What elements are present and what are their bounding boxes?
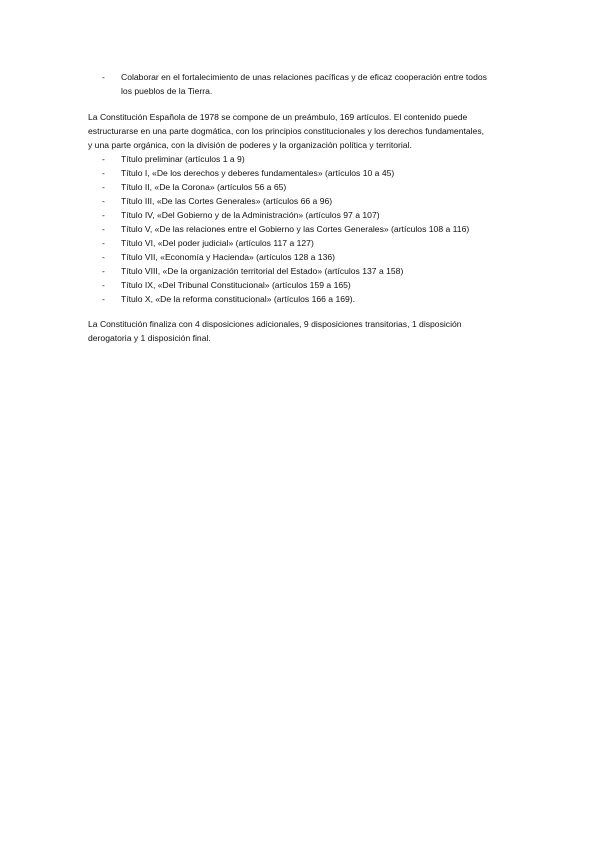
bullet-dash: - (102, 154, 105, 164)
list-item (88, 180, 528, 194)
paragraph-structure-line2: estructurarse en una parte dogmática, con los principios constitucionales y los derechos fundamentales, (88, 126, 485, 136)
bullet-dash: - (102, 238, 105, 248)
bullet-dash: - (102, 210, 105, 220)
titles-list (88, 152, 528, 306)
list-item (88, 278, 528, 292)
list-item (88, 208, 528, 222)
list-item-text: Título X, «De la reforma constitucional» (artículos 166 a 169). (121, 294, 356, 304)
list-item-text: Título VIII, «De la organización territorial del Estado» (artículos 137 a 158) (121, 266, 404, 276)
bullet-dash: - (102, 196, 105, 206)
list-item-text: Título preliminar (artículos 1 a 9) (121, 154, 245, 164)
intro-bullet-line2: los pueblos de la Tierra. (121, 86, 213, 96)
intro-bullet (88, 70, 528, 98)
list-item-text: Título VII, «Economía y Hacienda» (artículos 128 a 136) (121, 252, 336, 262)
list-item-text: Título I, «De los derechos y deberes fundamentales» (artículos 10 a 45) (121, 168, 395, 178)
bullet-dash: - (102, 182, 105, 192)
list-item-text: Título II, «De la Corona» (artículos 56 a 65) (121, 182, 287, 192)
bullet-dash: - (102, 224, 105, 234)
list-item (88, 222, 528, 236)
bullet-dash: - (102, 72, 105, 82)
paragraph-final-provisions-line1: La Constitución finaliza con 4 disposiciones adicionales, 9 disposiciones transitorias, 1 disposición (88, 319, 462, 329)
list-item (88, 166, 528, 180)
list-item (88, 264, 528, 278)
list-item-text: Título III, «De las Cortes Generales» (artículos 66 a 96) (121, 196, 333, 206)
paragraph-structure-line1: La Constitución Española de 1978 se compone de un preámbulo, 169 artículos. El contenido puede (88, 112, 468, 122)
list-item-text: Título IX, «Del Tribunal Constitucional» (artículos 159 a 165) (121, 280, 351, 290)
paragraph-structure-line3: y una parte orgánica, con la división de poderes y la organización política y territorial. (88, 140, 412, 150)
bullet-dash: - (102, 266, 105, 276)
paragraph-structure (88, 110, 528, 152)
bullet-dash: - (102, 168, 105, 178)
document-body (88, 70, 528, 345)
list-item (88, 194, 528, 208)
intro-bullet-line1: Colaborar en el fortalecimiento de unas relaciones pacíficas y de eficaz cooperación entre todos (121, 72, 487, 82)
bullet-dash: - (102, 252, 105, 262)
list-item-text: Título IV, «Del Gobierno y de la Administración» (artículos 97 a 107) (121, 210, 380, 220)
bullet-dash: - (102, 294, 105, 304)
list-item (88, 250, 528, 264)
paragraph-final-provisions (88, 317, 528, 345)
list-item-text: Título VI, «Del poder judicial» (artículos 117 a 127) (121, 238, 314, 248)
bullet-dash: - (102, 280, 105, 290)
list-item (88, 292, 528, 306)
list-item (88, 236, 528, 250)
paragraph-final-provisions-line2: derogatoria y 1 disposición final. (88, 333, 211, 343)
list-item (88, 152, 528, 166)
list-item-text: Título V, «De las relaciones entre el Gobierno y las Cortes Generales» (artículos 108 a 116) (121, 224, 470, 234)
